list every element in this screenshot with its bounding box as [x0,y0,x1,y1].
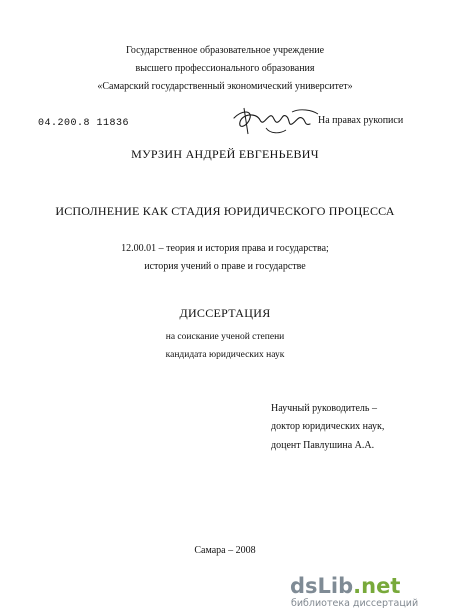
specialty-line-1: 12.00.01 – теория и история права и государства; [121,243,329,254]
institution-line-1: Государственное образовательное учреждение [125,45,325,56]
institution-line-3: «Самарский государственный экономический университет» [97,81,353,92]
supervisor-line-1: Научный руководитель – [271,403,377,414]
dslib-tagline: библиотека диссертаций [291,598,419,609]
dslib-logo-main: dsLib [290,574,354,598]
author-name: МУРЗИН АНДРЕЙ ЕВГЕНЬЕВИЧ [131,147,319,161]
dslib-watermark [290,575,436,609]
dslib-logo [290,575,400,597]
manuscript-rights-note: На правах рукописи [318,115,404,126]
supervisor-line-3: доцент Павлушина А.А. [271,440,375,451]
library-stamp-number: 04.200.8 11836 [38,118,130,129]
supervisor-line-2: доктор юридических наук, [271,421,385,432]
degree-line-2: кандидата юридических наук [165,350,285,360]
handwritten-signature [230,104,320,140]
specialty-line-2: история учений о праве и государстве [144,261,306,272]
institution-line-2: высшего профессионального образования [135,63,315,74]
document-type-heading: ДИССЕРТАЦИЯ [179,306,271,320]
dslib-logo-accent: .net [353,574,401,598]
dissertation-title: ИСПОЛНЕНИЕ КАК СТАДИЯ ЮРИДИЧЕСКОГО ПРОЦЕССА [55,204,395,218]
degree-line-1: на соискание ученой степени [165,332,285,342]
city-and-year: Самара – 2008 [194,545,256,556]
